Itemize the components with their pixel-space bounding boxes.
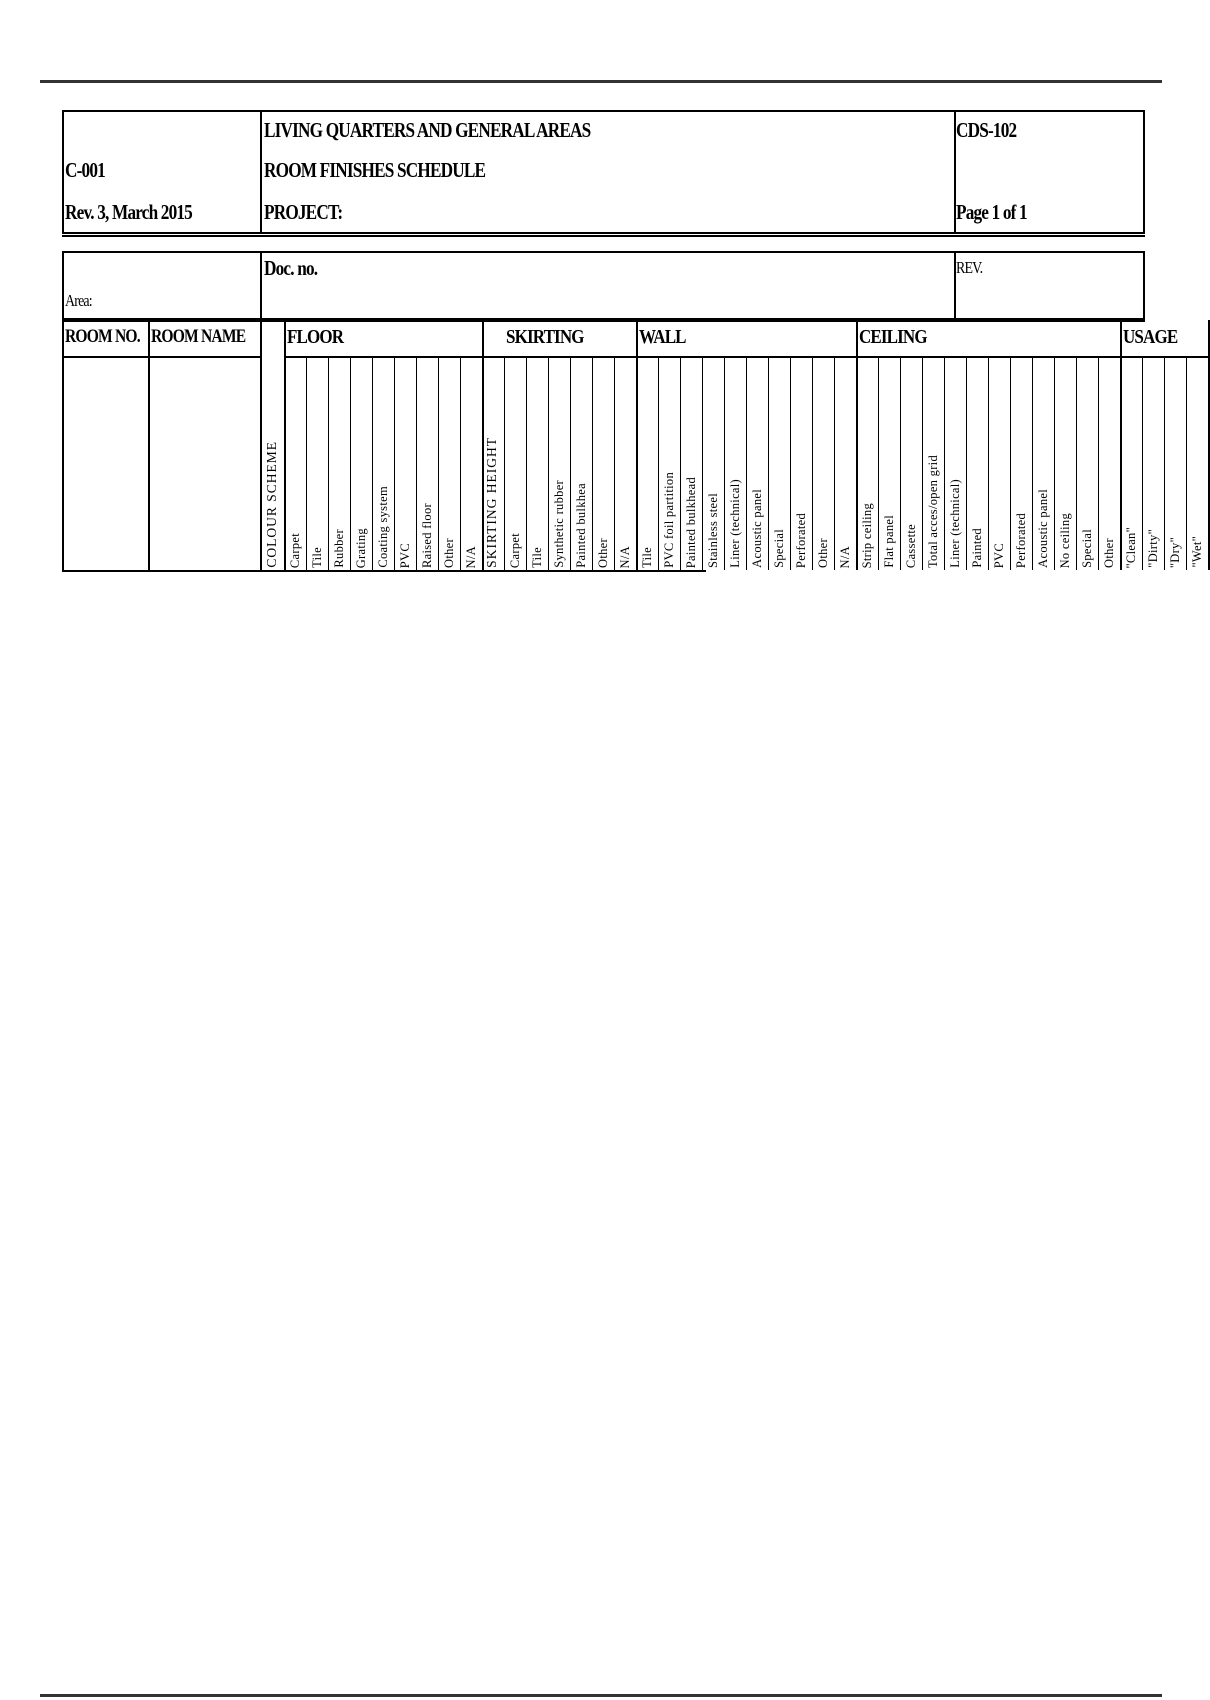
header-double-rule [62,235,1145,237]
ceiling-col-3: Total acces/open grid [926,454,940,568]
wall-col-divider-0 [658,356,659,570]
ceiling-group-header: CEILING [859,326,927,348]
header-divider-1 [260,110,262,234]
ceiling-col-2: Cassette [904,523,918,568]
ceiling-col-divider-2 [922,356,923,570]
ceiling-col-6: PVC [992,542,1006,568]
skirting-col-divider-3 [592,356,593,570]
page-info: Page 1 of 1 [956,200,1027,224]
room-no-header: ROOM NO. [65,326,140,347]
ceiling-col-5: Painted [970,528,984,568]
usage-col-1: "Dirty" [1146,529,1160,568]
usage-col-2: "Dry" [1168,536,1182,568]
wall-col-divider-2 [702,356,703,570]
area-label: Area: [65,291,92,310]
skirting-col-divider-0 [526,356,527,570]
skirting-height-label: SKIRTING HEIGHT [484,437,499,568]
skirting-col-3: Painted bulkhea [574,483,588,568]
floor-col-divider-0 [306,356,307,570]
floor-col-4: Coating system [376,486,390,568]
top-rule [40,80,1162,83]
wall-col-7: Perforated [794,512,808,568]
floor-col-divider-3 [372,356,373,570]
table-bottom-rule-left [62,570,262,572]
ceiling-col-0: Strip ceiling [860,502,874,568]
skirting-col-1: Tile [530,547,544,568]
usage-col-divider-2 [1186,356,1187,570]
room-name-header: ROOM NAME [151,326,246,347]
skirting-col-2: Synthetic rubber [552,480,566,568]
table-header-rule [62,356,262,358]
document-code: C-001 [65,158,105,182]
room-no-divider [148,320,150,570]
wall-col-divider-3 [724,356,725,570]
wall-col-8: Other [816,538,830,568]
ceiling-col-divider-6 [1010,356,1011,570]
wall-col-divider-8 [834,356,835,570]
ceiling-col-divider-4 [966,356,967,570]
wall-col-4: Liner (technical) [728,479,742,568]
usage-col-divider-1 [1164,356,1165,570]
table-left-edge [62,320,64,570]
ceiling-col-11: Other [1102,538,1116,568]
usage-group-underline [1120,356,1208,358]
floor-col-7: Other [442,538,456,568]
rev-label: REV. [956,258,983,277]
wall-col-5: Acoustic panel [750,489,764,568]
info-box [62,251,1145,320]
ceiling-col-divider-9 [1076,356,1077,570]
wall-col-divider-4 [746,356,747,570]
floor-col-2: Rubber [332,529,346,568]
wall-col-divider-1 [680,356,681,570]
skirting-group-underline [482,356,636,358]
docno-label: Doc. no. [264,256,318,280]
skirting-col-divider-4 [614,356,615,570]
floor-col-divider-4 [394,356,395,570]
project-label: PROJECT: [264,200,343,224]
wall-col-divider-7 [812,356,813,570]
ceiling-col-divider-1 [900,356,901,570]
skirting-height-label-divider [504,356,505,570]
ceiling-col-4: Liner (technical) [948,479,962,568]
floor-col-3: Grating [354,527,368,568]
ceiling-col-10: Special [1080,529,1094,568]
colour-scheme-label: COLOUR SCHEME [264,441,279,568]
floor-col-5: PVC [398,542,412,568]
floor-col-divider-7 [460,356,461,570]
ceiling-col-8: Acoustic panel [1036,489,1050,568]
table-top-rule [62,320,1145,322]
floor-col-divider-5 [416,356,417,570]
floor-group-header: FLOOR [287,326,344,348]
document-revision: Rev. 3, March 2015 [65,200,192,224]
floor-col-divider-1 [328,356,329,570]
skirting-col-0: Carpet [508,532,522,568]
skirting-col-4: Other [596,538,610,568]
ceiling-col-divider-0 [878,356,879,570]
wall-col-3: Stainless steel [706,493,720,568]
floor-group-underline [284,356,482,358]
wall-col-divider-5 [768,356,769,570]
usage-group-header: USAGE [1123,326,1178,348]
wall-col-divider-6 [790,356,791,570]
doc-code: CDS-102 [956,118,1017,142]
ceiling-col-divider-5 [988,356,989,570]
floor-col-8: N/A [464,545,478,568]
floor-col-1: Tile [310,547,324,568]
info-divider-1 [260,251,262,320]
wall-group-underline [636,356,856,358]
floor-col-0: Carpet [288,532,302,568]
wall-col-9: N/A [838,545,852,568]
ceiling-col-1: Flat panel [882,515,896,568]
room-name-divider [260,320,262,570]
skirting-col-5: N/A [618,545,632,568]
usage-col-3: "Wet" [1190,536,1204,568]
document-title: LIVING QUARTERS AND GENERAL AREAS [264,118,591,142]
usage-col-0: "Clean" [1124,526,1138,568]
floor-col-divider-2 [350,356,351,570]
bottom-rule [40,1694,1162,1697]
skirting-col-divider-2 [570,356,571,570]
document-subtitle: ROOM FINISHES SCHEDULE [264,158,486,182]
wall-group-header: WALL [639,326,686,348]
wall-col-0: Tile [640,547,654,568]
ceiling-col-divider-10 [1098,356,1099,570]
floor-col-6: Raised floor [420,502,434,568]
ceiling-group-underline [856,356,1120,358]
floor-col-divider-6 [438,356,439,570]
ceiling-col-7: Perforated [1014,512,1028,568]
wall-col-6: Special [772,529,786,568]
skirting-col-divider-1 [548,356,549,570]
wall-col-1: PVC foil partition [662,472,676,568]
ceiling-col-divider-8 [1054,356,1055,570]
skirting-group-header: SKIRTING [506,326,584,348]
ceiling-col-divider-3 [944,356,945,570]
wall-col-2: Painted bulkhead [684,476,698,568]
ceiling-col-9: No ceiling [1058,512,1072,568]
usage-col-divider-0 [1142,356,1143,570]
ceiling-col-divider-7 [1032,356,1033,570]
table-bottom-rule-mid [260,570,706,572]
